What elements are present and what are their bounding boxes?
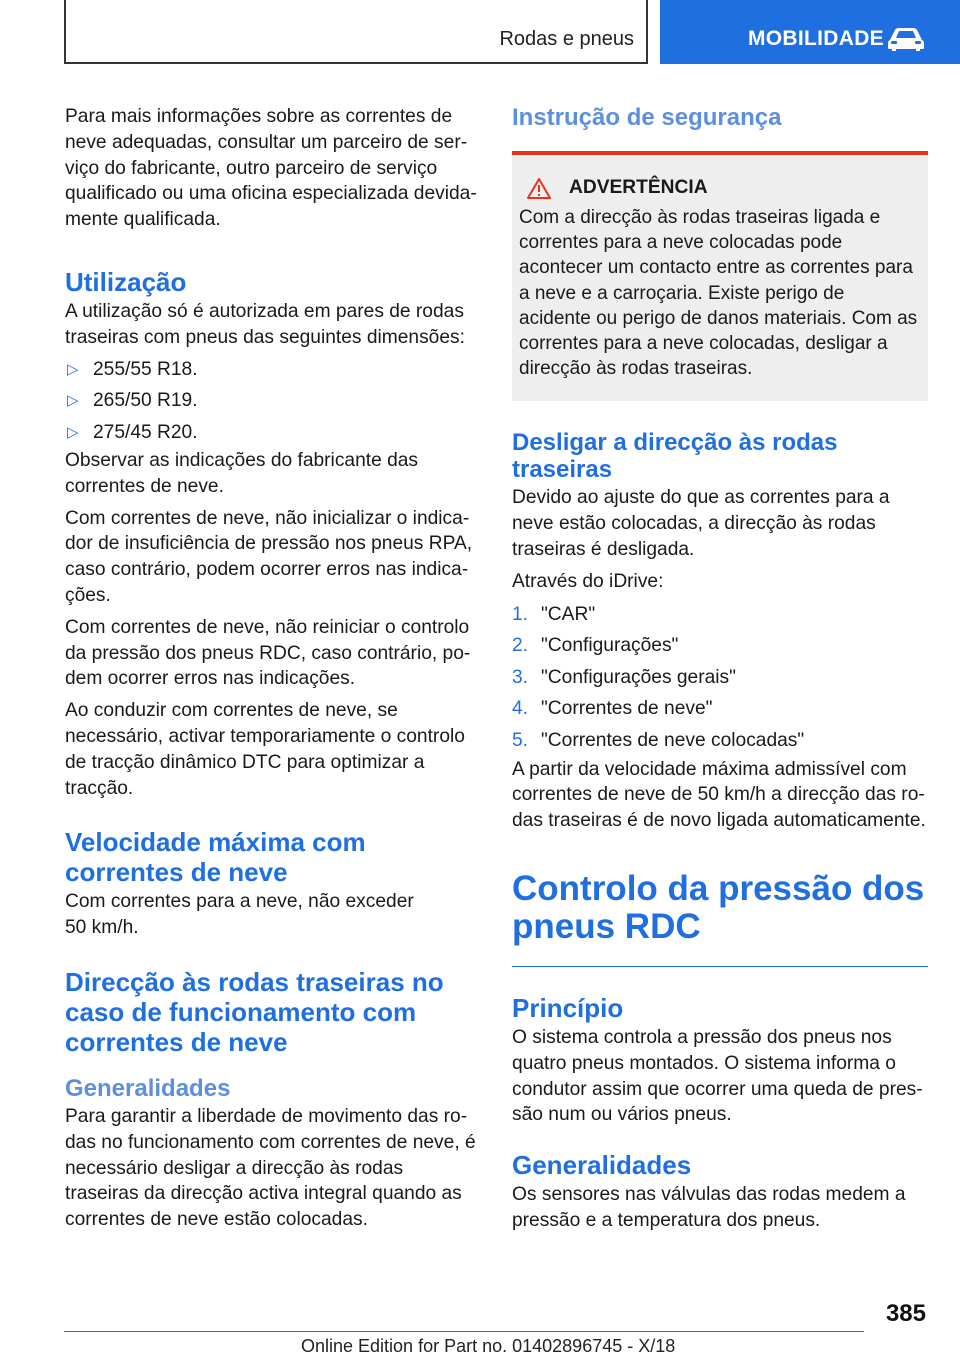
triangle-bullet-icon: ▷ <box>67 392 79 410</box>
warning-box <box>512 151 928 401</box>
heading-principio: Princípio <box>512 992 624 1023</box>
list-item: ▷ 265/50 R19. <box>65 385 477 417</box>
utilizacao-p1: Observar as indicações do fabricante das correntes de neve. <box>65 450 419 497</box>
generalidades-text: Os sensores nas válvulas das rodas medem a pressão e a temperatura dos pneus. <box>512 1184 906 1231</box>
intro-paragraph: Para mais informações sobre as correntes de neve adequadas, consultar um parceiro de serviço do fabricante, outro parceiro de serviço qualificado ou uma oficina especializada devidamente qualificada. <box>65 106 477 231</box>
heading-seguranca: Instrução de segurança <box>512 104 782 131</box>
triangle-bullet-icon: ▷ <box>67 360 79 378</box>
heading-rdc: Controlo da pressão dos pneus RDC <box>512 868 925 946</box>
list-item: 1. "CAR" <box>512 603 596 625</box>
heading-desligar: Desligar a direcção às rodas traseiras <box>512 429 838 484</box>
utilizacao-text: A utilização só é autorizada em pares de rodas traseiras com pneus das seguintes dimensões: <box>65 300 465 348</box>
heading-direccao: Direcção às rodas traseiras no caso de funcionamento com correntes de neve <box>65 967 444 1058</box>
header-section-box <box>64 0 648 64</box>
heading-generalidades-left: Generalidades <box>65 1075 231 1103</box>
utilizacao-p3: Com correntes de neve, não reiniciar o controlo da pressão dos pneus RDC, caso contrário, podem ocorrer erros nas indicações. <box>65 616 471 690</box>
list-item: 3. "Configurações gerais" <box>512 666 736 688</box>
list-item: ▷ 275/45 R20. <box>65 417 477 449</box>
desligar-text: Devido ao ajuste do que as correntes para a neve estão colocadas, a direcção às rodas traseiras é desligada. <box>512 487 890 561</box>
heading-generalidades-right: Generalidades <box>512 1150 692 1181</box>
footer-divider <box>64 1331 864 1332</box>
idrive-intro: Através do iDrive: <box>512 570 664 592</box>
heading-velocidade: Velocidade máxima com correntes de neve <box>65 827 366 888</box>
direccao-text: Para garantir a liberdade de movimento das rodas no funcionamento com correntes de neve, é necessário desligar a direcção às rodas traseiras da direcção activa integral quando as correntes de neve estão colocadas. <box>65 1106 476 1231</box>
warning-icon <box>527 178 551 199</box>
warning-text: Com a direcção às rodas traseiras ligada e correntes para a neve colocadas pode acontecer um contacto entre as correntes para a neve e a carroçaria. Existe perigo de acidente ou perigo de danos materiais. Com as correntes para a neve colocadas, desligar a direcção às rodas traseiras. <box>519 207 918 380</box>
page-number: 385 <box>885 1300 926 1327</box>
warning-title: ADVERTÊNCIA <box>519 177 918 199</box>
tire-size-list <box>65 354 477 449</box>
heading-utilizacao: Utilização <box>65 266 187 297</box>
triangle-bullet-icon: ▷ <box>67 423 79 441</box>
section-title: Rodas e pneus <box>499 28 634 50</box>
idrive-steps <box>512 599 928 757</box>
utilizacao-p4: Ao conduzir com correntes de neve, se necessário, activar temporariamente o controlo de tracção dinâmico DTC para optimizar a tracção. <box>65 700 465 799</box>
principio-text: O sistema controla a pressão dos pneus nos quatro pneus montados. O sistema informa o condutor assim que ocorrer uma queda de pressão num ou vários pneus. <box>512 1026 923 1126</box>
utilizacao-p2: Com correntes de neve, não inicializar o indicador de insuficiência de pressão nos pneus RPA, caso contrário, podem ocorrer erros nas indicações. <box>65 507 473 607</box>
car-icon <box>886 26 926 52</box>
desligar-after: A partir da velocidade máxima admissível com correntes de neve de 50 km/h a direcção das rodas traseiras é de novo ligada automaticamente. <box>512 758 926 832</box>
left-column <box>65 104 477 1233</box>
footer-edition: Online Edition for Part no. 01402896745 - X/18 <box>301 1336 676 1356</box>
velocidade-text: Com correntes para a neve, não exceder 50 km/h. <box>65 891 414 939</box>
chapter-tab[interactable] <box>660 0 960 64</box>
list-item: 2. "Configurações" <box>512 635 679 657</box>
list-item: 5. "Correntes de neve colocadas" <box>512 729 805 751</box>
list-item: 4. "Correntes de neve" <box>512 698 713 720</box>
right-column <box>512 104 928 1234</box>
list-item: ▷ 255/55 R18. <box>65 354 477 386</box>
chapter-title: MOBILIDADE <box>748 27 884 50</box>
